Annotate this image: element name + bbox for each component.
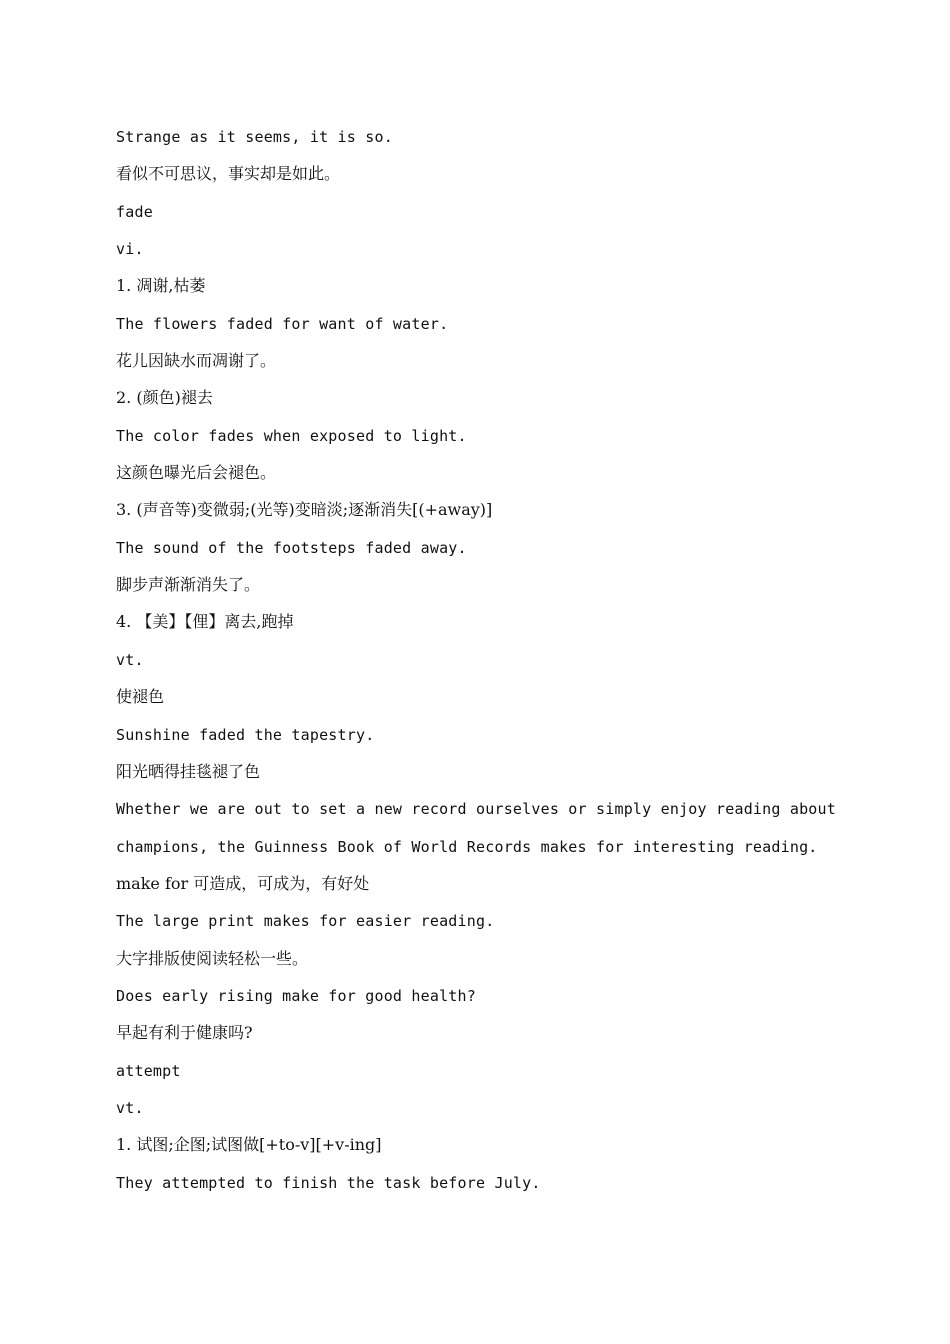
translation-line: 这颜色曝光后会褪色。 — [116, 463, 277, 483]
definition-line: 3. (声音等)变微弱;(光等)变暗淡;逐渐消失[(+away)] — [116, 500, 493, 520]
example-sentence: The flowers faded for want of water. — [116, 314, 449, 333]
text-line: Strange as it seems, it is so. — [116, 128, 393, 146]
part-of-speech: vt. — [116, 650, 144, 669]
translation-line: 脚步声渐渐消失了。 — [116, 575, 261, 595]
definition-line: 4. 【美】【俚】离去,跑掉 — [116, 612, 294, 632]
example-sentence: They attempted to finish the task before July. — [116, 1173, 541, 1192]
text-line: champions, the Guinness Book of World Records makes for interesting reading. — [116, 837, 818, 856]
definition-line: 使褪色 — [116, 687, 165, 707]
headword: attempt — [116, 1061, 181, 1080]
example-sentence: The sound of the footsteps faded away. — [116, 538, 467, 557]
text-body — [116, 124, 836, 1207]
translation-line: 早起有利于健康吗? — [116, 1023, 253, 1043]
example-sentence: The large print makes for easier reading. — [116, 912, 495, 931]
part-of-speech: vt. — [116, 1098, 144, 1117]
translation-line: 花儿因缺水而凋谢了。 — [116, 351, 277, 371]
definition-line: 1. 试图;企图;试图做[+to-v][+v-ing] — [116, 1135, 382, 1155]
text-line: Whether we are out to set a new record ourselves or simply enjoy reading about — [116, 800, 836, 819]
definition-line: 2. (颜色)褪去 — [116, 388, 213, 408]
text-line: 看似不可思议，事实却是如此。 — [116, 164, 341, 184]
example-sentence: Sunshine faded the tapestry. — [116, 725, 375, 744]
example-sentence: The color fades when exposed to light. — [116, 426, 467, 445]
example-sentence: Does early rising make for good health? — [116, 986, 476, 1005]
definition-line: 1. 凋谢,枯萎 — [116, 276, 206, 296]
part-of-speech: vi. — [116, 240, 144, 259]
translation-line: 大字排版使阅读轻松一些。 — [116, 948, 309, 968]
phrase-definition: make for 可造成，可成为，有好处 — [116, 873, 370, 893]
translation-line: 阳光晒得挂毯褪了色 — [116, 761, 261, 781]
headword: fade — [116, 202, 153, 221]
